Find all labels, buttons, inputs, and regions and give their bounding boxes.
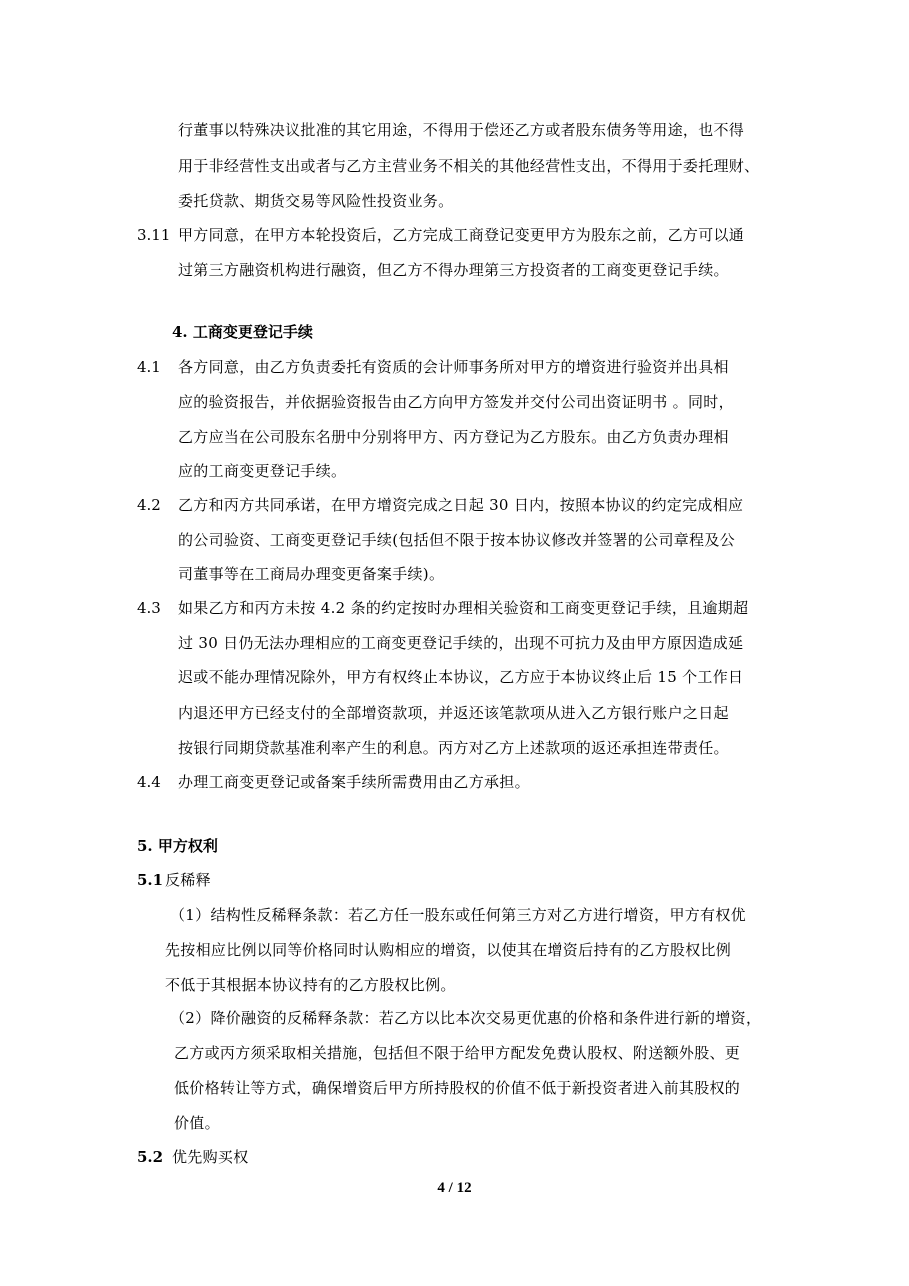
paragraph-line: 不低于其根据本协议持有的乙方股权比例。 [165, 976, 456, 994]
paragraph-line: 按银行同期贷款基准利率产生的利息。丙方对乙方上述款项的返还承担连带责任。 [178, 739, 729, 757]
paragraph-line: 过 30 日仍无法办理相应的工商变更登记手续的，出现不可抗力及由甲方原因造成延 [178, 634, 744, 652]
subsection-title: 反稀释 [165, 871, 211, 889]
paragraph-line: 低价格转让等方式，确保增资后甲方所持股权的价值不低于新投资者进入前其股权的 [174, 1079, 741, 1097]
subsection-title: 优先购买权 [172, 1148, 249, 1166]
paragraph-line: 乙方应当在公司股东名册中分别将甲方、丙方登记为乙方股东。由乙方负责办理相 [178, 428, 729, 446]
paragraph-line: 委托贷款、期货交易等风险性投资业务。 [178, 192, 454, 210]
paragraph-line: 先按相应比例以同等价格同时认购相应的增资，以使其在增资后持有的乙方股权比例 [165, 941, 732, 959]
paragraph-line: 价值。 [174, 1114, 220, 1132]
paragraph-line: 应的工商变更登记手续。 [178, 462, 347, 480]
paragraph-line: 行董事以特殊决议批准的其它用途，不得用于偿还乙方或者股东债务等用途，也不得 [178, 121, 745, 139]
paragraph-line: 各方同意，由乙方负责委托有资质的会计师事务所对甲方的增资进行验资并出具相 [178, 358, 729, 376]
section-heading: 5. 甲方权利 [137, 837, 218, 855]
page-number: 4 / 12 [437, 1180, 472, 1196]
paragraph-line: 内退还甲方已经支付的全部增资款项，并返还该笔款项从进入乙方银行账户之日起 [178, 704, 729, 722]
paragraph-line: 司董事等在工商局办理变更备案手续)。 [178, 565, 445, 583]
clause-number: 3.11 [137, 226, 171, 244]
clause-number: 4.3 [137, 599, 161, 617]
section-heading: 4. 工商变更登记手续 [172, 323, 313, 341]
paragraph-line: 用于非经营性支出或者与乙方主营业务不相关的其他经营性支出，不得用于委托理财、 [178, 157, 760, 175]
clause-number: 4.4 [137, 773, 161, 791]
paragraph-line: （2）降价融资的反稀释条款：若乙方以比本次交易更优惠的价格和条件进行新的增资， [170, 1009, 762, 1027]
paragraph-line: 的公司验资、工商变更登记手续(包括但不限于按本协议修改并签署的公司章程及公 [178, 531, 735, 549]
paragraph-line: （1）结构性反稀释条款：若乙方任一股东或任何第三方对乙方进行增资，甲方有权优 [170, 906, 746, 924]
paragraph-line: 如果乙方和丙方未按 4.2 条的约定按时办理相关验资和工商变更登记手续，且逾期超 [178, 599, 749, 617]
paragraph-line: 迟或不能办理情况除外，甲方有权终止本协议，乙方应于本协议终止后 15 个工作日 [178, 668, 744, 686]
clause-number: 4.2 [137, 496, 161, 514]
paragraph-line: 乙方和丙方共同承诺，在甲方增资完成之日起 30 日内，按照本协议的约定完成相应 [178, 496, 744, 514]
clause-number: 4.1 [137, 358, 161, 376]
paragraph-line: 应的验资报告，并依据验资报告由乙方向甲方签发并交付公司出资证明书 。同时， [178, 393, 734, 411]
subsection-number: 5.1 [137, 871, 164, 889]
paragraph-line: 过第三方融资机构进行融资，但乙方不得办理第三方投资者的工商变更登记手续。 [178, 261, 729, 279]
paragraph-line: 办理工商变更登记或备案手续所需费用由乙方承担。 [178, 773, 530, 791]
paragraph-line: 甲方同意，在甲方本轮投资后，乙方完成工商登记变更甲方为股东之前，乙方可以通 [178, 226, 745, 244]
subsection-number: 5.2 [137, 1148, 164, 1166]
paragraph-line: 乙方或丙方须采取相关措施，包括但不限于给甲方配发免费认股权、附送额外股、更 [174, 1044, 741, 1062]
